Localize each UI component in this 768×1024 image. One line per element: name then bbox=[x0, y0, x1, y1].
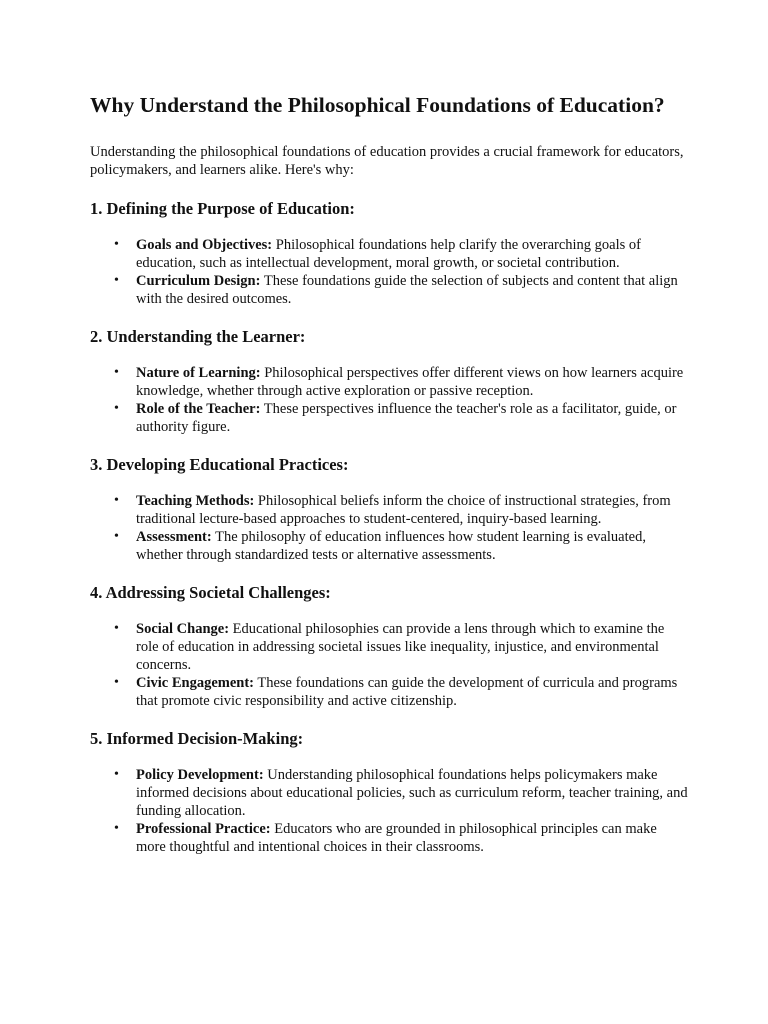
item-text: These perspectives influence the teacher's role as a facilitator, guide, or authority figure. bbox=[136, 401, 677, 435]
bullet-icon: • bbox=[114, 675, 119, 690]
item-text: These foundations guide the selection of subjects and content that align with the desired outcomes. bbox=[136, 273, 678, 307]
item-term: Goals and Objectives: bbox=[136, 237, 273, 253]
list-item bbox=[114, 766, 690, 820]
list-item bbox=[114, 528, 690, 564]
bullet-icon: • bbox=[114, 767, 119, 782]
bullet-icon: • bbox=[114, 401, 119, 416]
list-item bbox=[114, 674, 690, 710]
item-text: These foundations can guide the development of curricula and programs that promote civic responsibility and active citizenship. bbox=[136, 675, 678, 709]
item-text: Understanding philosophical foundations helps policymakers make informed decisions about educational policies, such as curriculum reform, teacher training, and funding allocation. bbox=[136, 767, 688, 819]
bullet-list bbox=[90, 620, 690, 710]
bullet-icon: • bbox=[114, 365, 119, 380]
section-heading: 1. Defining the Purpose of Education: bbox=[90, 199, 355, 218]
item-term: Policy Development: bbox=[136, 767, 264, 783]
section-heading: 4. Addressing Societal Challenges: bbox=[90, 583, 331, 602]
list-item bbox=[114, 364, 690, 400]
item-term: Role of the Teacher: bbox=[136, 401, 261, 417]
bullet-icon: • bbox=[114, 493, 119, 508]
item-text: Philosophical perspectives offer different views on how learners acquire knowledge, whether through active exploration or passive reception. bbox=[136, 365, 684, 399]
bullet-list bbox=[90, 236, 690, 308]
bullet-icon: • bbox=[114, 529, 119, 544]
item-text: Educators who are grounded in philosophical principles can make more thoughtful and intentional choices in their classrooms. bbox=[136, 821, 657, 855]
bullet-icon: • bbox=[114, 621, 119, 636]
list-item bbox=[114, 236, 690, 272]
list-item bbox=[114, 400, 690, 436]
bullet-list bbox=[90, 492, 690, 564]
list-item bbox=[114, 492, 690, 528]
item-text: The philosophy of education influences how student learning is evaluated, whether through standardized tests or alternative assessments. bbox=[136, 529, 646, 563]
item-term: Assessment: bbox=[136, 529, 212, 545]
bullet-icon: • bbox=[114, 821, 119, 836]
bullet-icon: • bbox=[114, 237, 119, 252]
section-heading: 5. Informed Decision-Making: bbox=[90, 729, 304, 748]
item-text: Philosophical beliefs inform the choice of instructional strategies, from traditional lecture-based approaches to student-centered, inquiry-based learning. bbox=[136, 493, 671, 527]
item-term: Civic Engagement: bbox=[136, 675, 254, 691]
intro-paragraph: Understanding the philosophical foundations of education provides a crucial framework for educators, policymakers, and learners alike. Here's why: bbox=[90, 144, 684, 178]
item-term: Curriculum Design: bbox=[136, 273, 261, 289]
document-page bbox=[90, 92, 690, 875]
item-term: Teaching Methods: bbox=[136, 493, 255, 509]
list-item bbox=[114, 620, 690, 674]
item-term: Nature of Learning: bbox=[136, 365, 261, 381]
item-text: Educational philosophies can provide a lens through which to examine the role of education in addressing societal issues like inequality, injustice, and environmental concerns. bbox=[136, 621, 665, 673]
list-item bbox=[114, 272, 690, 308]
bullet-list bbox=[90, 364, 690, 436]
bullet-list bbox=[90, 766, 690, 856]
bullet-icon: • bbox=[114, 273, 119, 288]
list-item bbox=[114, 820, 690, 856]
item-term: Professional Practice: bbox=[136, 821, 271, 837]
item-term: Social Change: bbox=[136, 621, 230, 637]
section-heading: 3. Developing Educational Practices: bbox=[90, 455, 349, 474]
item-text: Philosophical foundations help clarify the overarching goals of education, such as intellectual development, moral growth, or societal contribution. bbox=[136, 237, 641, 271]
section-heading: 2. Understanding the Learner: bbox=[90, 327, 306, 346]
page-title: Why Understand the Philosophical Foundations of Education? bbox=[90, 93, 665, 117]
